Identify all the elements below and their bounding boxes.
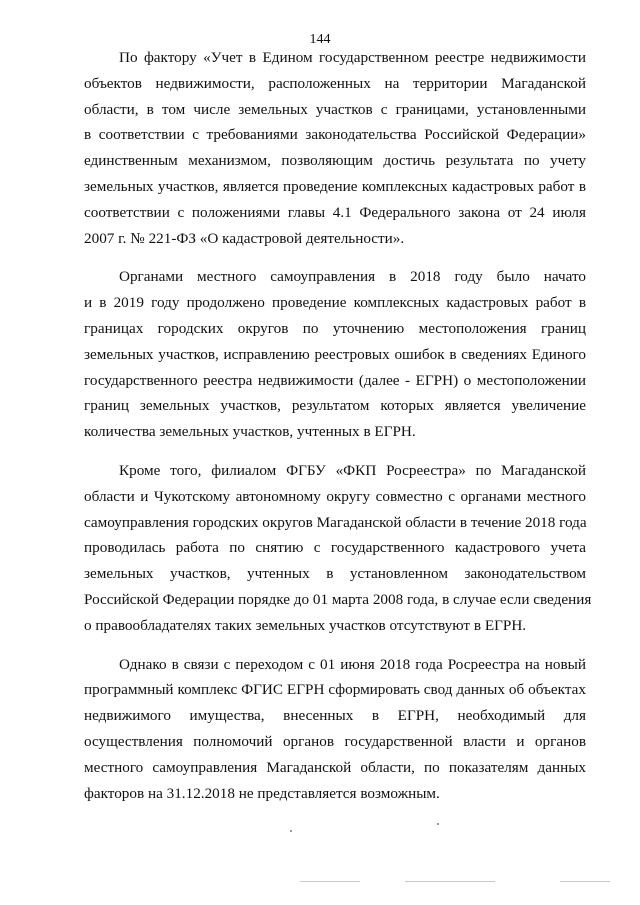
text-line: единственным механизмом, позволяющим достичь результата по учету: [84, 152, 586, 170]
text-line: Российской Федерации порядке до 01 марта 2008 года, в случае если сведения: [84, 590, 592, 608]
text-line: осуществления полномочий органов государственной власти и органов: [84, 732, 586, 750]
paragraph-4: [84, 652, 586, 807]
text-line: границ земельных участков, результатом которых является увеличение: [84, 397, 586, 415]
text-line: земельных участков, является проведение комплексных кадастровых работ в: [84, 177, 586, 195]
text-line: области и Чукотскому автономному округу совместно с органами местного: [84, 487, 586, 505]
text-line: о правообладателях таких земельных участков отсутствуют в ЕГРН.: [84, 616, 527, 634]
footer-rule: [405, 881, 495, 882]
text-line: в соответствии с требованиями законодательства Российской Федерации»: [84, 126, 586, 144]
text-line: По фактору «Учет в Едином государственном реестре недвижимости: [119, 49, 586, 66]
text-line: проводилась работа по снятию с государственного кадастрового учета: [84, 539, 586, 557]
paragraph-3: [84, 458, 592, 639]
scan-speck: [290, 830, 292, 832]
scan-speck: [437, 823, 439, 825]
text-line: Органами местного самоуправления в 2018 году было начато: [119, 268, 586, 286]
text-line: самоуправления городских округов Магаданской области в течение 2018 года: [84, 513, 587, 531]
paragraph-1: [84, 45, 586, 251]
text-line: области, в том числе земельных участков с границами, установленными: [84, 100, 586, 118]
text-line: 2007 г. № 221-ФЗ «О кадастровой деятельности».: [84, 229, 405, 247]
footer-rule: [300, 881, 360, 882]
page-number: 144: [309, 32, 331, 47]
text-line: факторов на 31.12.2018 не представляется возможным.: [84, 784, 440, 802]
paragraph-2: [84, 264, 586, 445]
text-line: соответствии с положениями главы 4.1 Федерального закона от 24 июля: [84, 203, 586, 221]
text-line: Кроме того, филиалом ФГБУ «ФКП Росреестра» по Магаданской: [119, 461, 586, 479]
text-line: программный комплекс ФГИС ЕГРН сформировать свод данных об объектах: [84, 681, 586, 699]
text-line: местного самоуправления Магаданской области, по показателям данных: [84, 758, 586, 776]
text-line: земельных участков, исправлению реестровых ошибок в сведениях Единого: [84, 345, 586, 363]
text-line: и в 2019 году продолжено проведение комплексных кадастровых работ в: [84, 294, 586, 312]
document-body: [84, 45, 592, 819]
text-line: государственного реестра недвижимости (далее - ЕГРН) о местоположении: [84, 371, 586, 389]
footer-rule: [560, 881, 610, 882]
text-line: Однако в связи с переходом с 01 июня 2018 года Росреестра на новый: [119, 655, 586, 673]
text-line: недвижимого имущества, внесенных в ЕГРН, необходимый для: [84, 707, 586, 725]
text-line: объектов недвижимости, расположенных на территории Магаданской: [84, 74, 586, 92]
text-line: земельных участков, учтенных в установленном законодательством: [84, 565, 586, 583]
text-line: количества земельных участков, учтенных в ЕГРН.: [84, 423, 416, 441]
text-line: границах городских округов по уточнению местоположения границ: [84, 319, 586, 337]
